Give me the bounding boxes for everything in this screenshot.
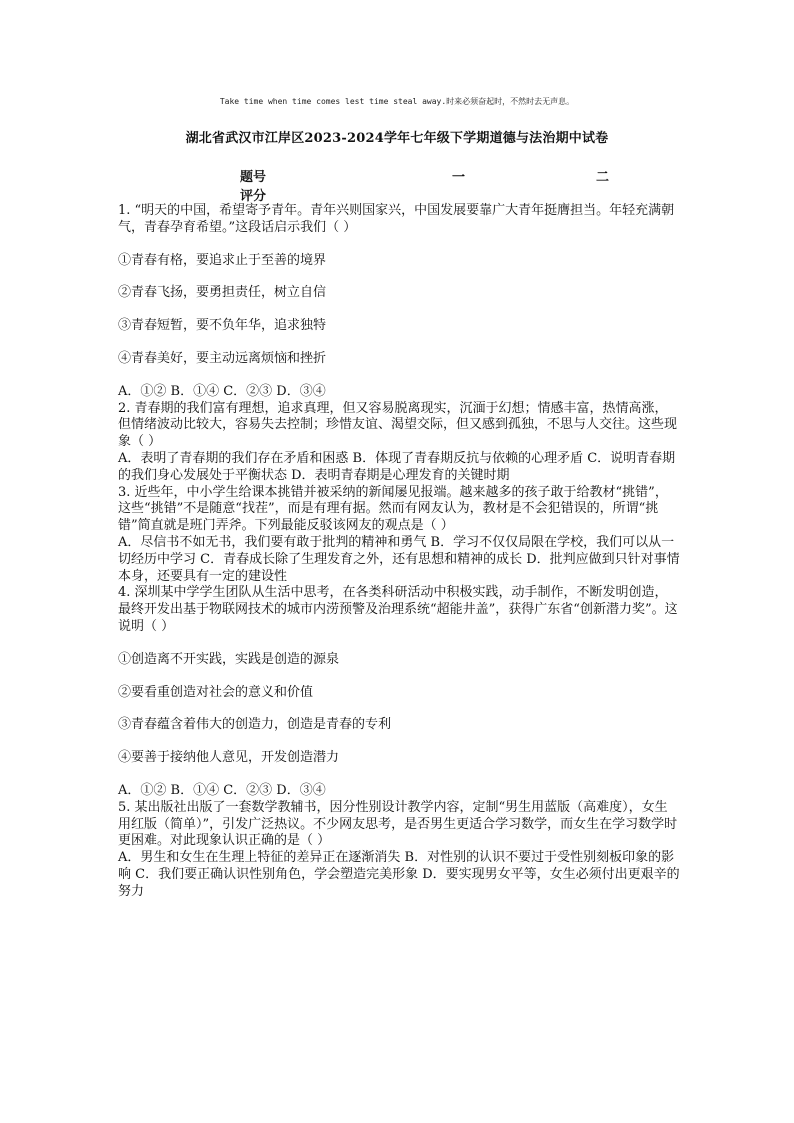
score-table-col-label: 题号: [240, 170, 267, 185]
question-4-stem: 4. 深圳某中学学生团队从生活中思考，在各类科研活动中积极实践，动手制作，不断发明创造，最终开发出基于物联网技术的城市内涝预警及治理系统“超能井盖”，获得广东省“创新潜力奖”。这说明（ ）: [118, 585, 678, 634]
question-3-options: A．尽信书不如无书，我们要有敢于批判的精神和勇气 B．学习不仅仅局限在学校，我们可以从一切经历中学习 C．青春成长除了生理发育之外，还有思想和精神的成长 D．批判应做到只针对事情本身，还要具有一定的建设性: [118, 534, 680, 584]
question-1-item-2: ②青春飞扬，要勇担责任，树立自信: [118, 285, 327, 301]
question-5-options: A．男生和女生在生理上特征的差异正在逐渐消失 B．对性别的认识不要过于受性别刻板印象的影响 C．我们要正确认识性别角色，学会塑造完美形象 D．要实现男女平等，女生必须付出更艰辛的努力: [118, 850, 680, 899]
question-4-options: A．①② B．①④ C．②③ D．③④: [118, 782, 326, 798]
question-1-stem: 1. “明天的中国，希望寄予青年。青年兴则国家兴，中国发展要靠广大青年挺膺担当。年轻充满朝气，青春孕育希望。”这段话启示我们（ ）: [118, 203, 675, 235]
score-table-score-row: [240, 185, 640, 204]
question-2-stem: 2. 青春期的我们富有理想，追求真理，但又容易脱离现实，沉湎于幻想；情感丰富，热情高涨，但情绪波动比较大，容易失去控制；珍惜友谊、渴望交际，但又感到孤独，不思与人交往。这些现象（ ）: [118, 400, 678, 450]
question-4-item-1: ①创造离不开实践，实践是创造的源泉: [118, 651, 340, 667]
score-table: [240, 166, 640, 204]
exam-title: 湖北省武汉市江岸区2023-2024学年七年级下学期道德与法治期中试卷: [185, 131, 609, 146]
question-1-item-4: ④青春美好，要主动远离烦恼和挫折: [118, 350, 327, 366]
question-5-stem: 5. 某出版社出版了一套数学教辅书，因分性别设计教学内容，定制“男生用蓝版（高难度），女生用红版（简单）”，引发广泛热议。不少网友思考，是否男生更适合学习数学，而女生在学习数学时更困难。对此现象认识正确的是（ ）: [118, 799, 678, 849]
score-table-col-2: 二: [596, 170, 610, 185]
question-1-item-3: ③青春短暂，要不负年华，追求独特: [118, 318, 327, 334]
score-table-header-row: [240, 166, 640, 185]
question-4-item-3: ③青春蕴含着伟大的创造力，创造是青春的专利: [118, 717, 392, 733]
question-1-options: A．①② B．①④ C．②③ D．③④: [118, 383, 326, 399]
question-4-item-2: ②要看重创造对社会的意义和价值: [118, 684, 314, 700]
question-2-options: A．表明了青春期的我们存在矛盾和困惑 B．体现了青春期反抗与依赖的心理矛盾 C．说明青春期的我们身心发展处于平衡状态 D．表明青春期是心理发育的关键时期: [118, 450, 676, 483]
question-1-item-1: ①青春有格，要追求止于至善的境界: [118, 252, 327, 268]
question-list: [118, 203, 680, 901]
score-table-col-1: 一: [452, 170, 466, 185]
score-table-row-label: 评分: [240, 189, 267, 204]
header-motto: Take time when time comes lest time steal away.时来必须奋起时，不然时去无声息。: [219, 97, 575, 106]
question-3-stem: 3. 近些年，中小学生给课本挑错并被采纳的新闻屡见报端。越来越多的孩子敢于给教材“挑错”，这些“挑错”不是随意“找茬”，而是有理有据。然而有网友认为，教材是不会犯错误的，所谓“挑错”简直就是班门弄斧。下列最能反驳该网友的观点是（ ）: [118, 484, 668, 534]
question-4-item-4: ④要善于接纳他人意见，开发创造潜力: [118, 750, 340, 766]
